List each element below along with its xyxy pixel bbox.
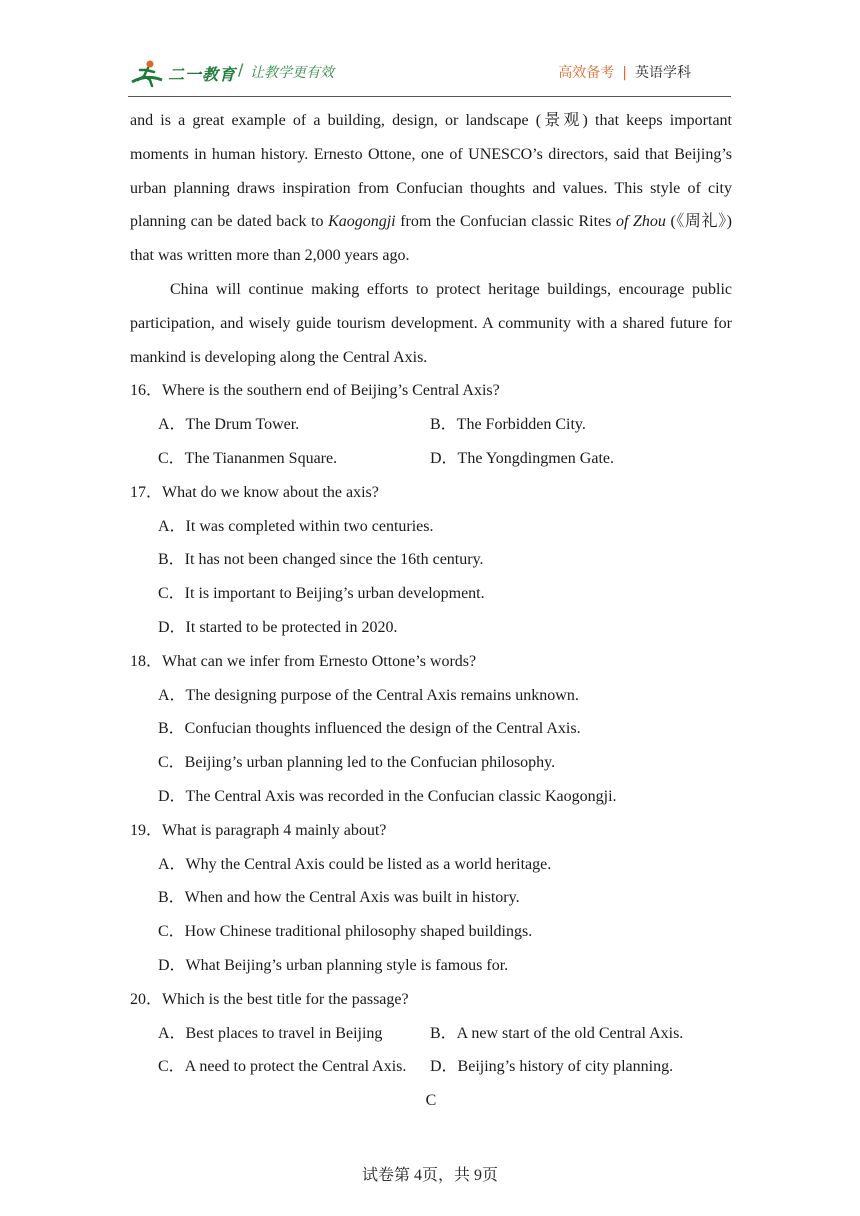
answer-option: C．Beijing’s urban planning led to the Confucian philosophy. xyxy=(158,754,556,772)
answer-option: A．The Drum Tower. xyxy=(158,416,300,434)
italic-title-text: Kaogongji xyxy=(328,213,396,231)
page-footer: 试卷第 4页，共 9页 xyxy=(361,1167,498,1184)
answer-option: A．Why the Central Axis could be listed as a world heritage. xyxy=(158,855,552,873)
section-marker: C xyxy=(425,1092,437,1110)
answer-option: D．The Central Axis was recorded in the Confucian classic Kaogongji. xyxy=(158,787,617,805)
italic-title-text: of Zhou xyxy=(615,213,666,231)
answer-option: D．It started to be protected in 2020. xyxy=(158,618,398,636)
question-text: What can we infer from Ernesto Ottone’s words? xyxy=(162,652,477,670)
option-line xyxy=(130,949,732,983)
answer-option: C．The Tiananmen Square. xyxy=(158,449,338,467)
option-line xyxy=(130,543,732,577)
questions-list xyxy=(130,374,732,1084)
option-line xyxy=(130,510,732,544)
answer-option: C．A need to protect the Central Axis. xyxy=(158,1058,407,1076)
question-number: 19． xyxy=(130,821,163,839)
page-content xyxy=(130,104,732,1118)
question-text: Where is the southern end of Beijing’s Central Axis? xyxy=(162,382,500,400)
option-line xyxy=(130,577,732,611)
option-line xyxy=(130,679,732,713)
question-stem xyxy=(130,645,732,679)
answer-option: A．The designing purpose of the Central Axis remains unknown. xyxy=(158,686,579,704)
option-line xyxy=(130,712,732,746)
option-row xyxy=(130,1050,732,1084)
answer-option: B．It has not been changed since the 16th century. xyxy=(158,551,484,569)
exam-label: 高效备考 xyxy=(558,65,615,81)
option-row xyxy=(130,408,732,442)
answer-option: D．Beijing’s history of city planning. xyxy=(430,1058,674,1076)
passage-text-run: and is a great example of a building, design, or landscape (景观) that keeps important moments in human history. Ernesto Ottone, one of UNESCO’s directors, said that Beijing’s urban planning draws inspiration from Confucian thoughts and values. This style of city planning can be dated back to xyxy=(130,112,732,231)
option-row xyxy=(130,1017,732,1051)
option-row xyxy=(130,442,732,476)
question-text: What is paragraph 4 mainly about? xyxy=(162,821,387,839)
header-rule xyxy=(128,96,731,97)
question-text: Which is the best title for the passage? xyxy=(162,990,409,1008)
question-number: 17． xyxy=(130,483,163,501)
answer-option: B．The Forbidden City. xyxy=(430,416,586,434)
question-text: What do we know about the axis? xyxy=(162,483,379,501)
answer-option: D．The Yongdingmen Gate. xyxy=(430,449,614,467)
option-line xyxy=(130,746,732,780)
option-line xyxy=(130,780,732,814)
page-header xyxy=(128,56,731,92)
option-line xyxy=(130,915,732,949)
option-line xyxy=(130,848,732,882)
passage-paragraph-continued xyxy=(130,104,732,273)
answer-option: B．When and how the Central Axis was built in history. xyxy=(158,889,520,907)
header-right xyxy=(558,62,691,82)
slogan: 让教学更有效 xyxy=(250,65,334,81)
question-stem xyxy=(130,476,732,510)
passage-text-run: from the Confucian classic Rites xyxy=(395,213,616,231)
question-stem xyxy=(130,814,732,848)
question-stem xyxy=(130,983,732,1017)
answer-option: C．It is important to Beijing’s urban development. xyxy=(158,585,485,603)
header-separator: | xyxy=(622,65,627,81)
question-number: 20． xyxy=(130,990,163,1008)
answer-option: B．A new start of the old Central Axis. xyxy=(430,1024,684,1042)
slogan-slash: / xyxy=(238,60,244,79)
answer-option: B．Confucian thoughts influenced the design of the Central Axis. xyxy=(158,720,581,738)
passage-text-run: (《周礼》) that was written more than 2,000 years ago. xyxy=(130,213,732,265)
question-number: 16． xyxy=(130,382,163,400)
passage-paragraph-final: China will continue making efforts to protect heritage buildings, encourage public participation, and wisely guide tourism development. A community with a shared future for mankind is developing along the Central Axis. xyxy=(130,280,732,366)
question-number: 18． xyxy=(130,652,163,670)
question-stem xyxy=(130,374,732,408)
option-line xyxy=(130,611,732,645)
answer-option: C．How Chinese traditional philosophy shaped buildings. xyxy=(158,923,533,941)
option-line xyxy=(130,881,732,915)
logo-text: 二一教育 xyxy=(168,65,237,84)
answer-option: D．What Beijing’s urban planning style is famous for. xyxy=(158,956,509,974)
answer-option: A．It was completed within two centuries. xyxy=(158,517,434,535)
answer-option: A．Best places to travel in Beijing xyxy=(158,1024,383,1042)
subject-label: 英语学科 xyxy=(635,65,691,81)
